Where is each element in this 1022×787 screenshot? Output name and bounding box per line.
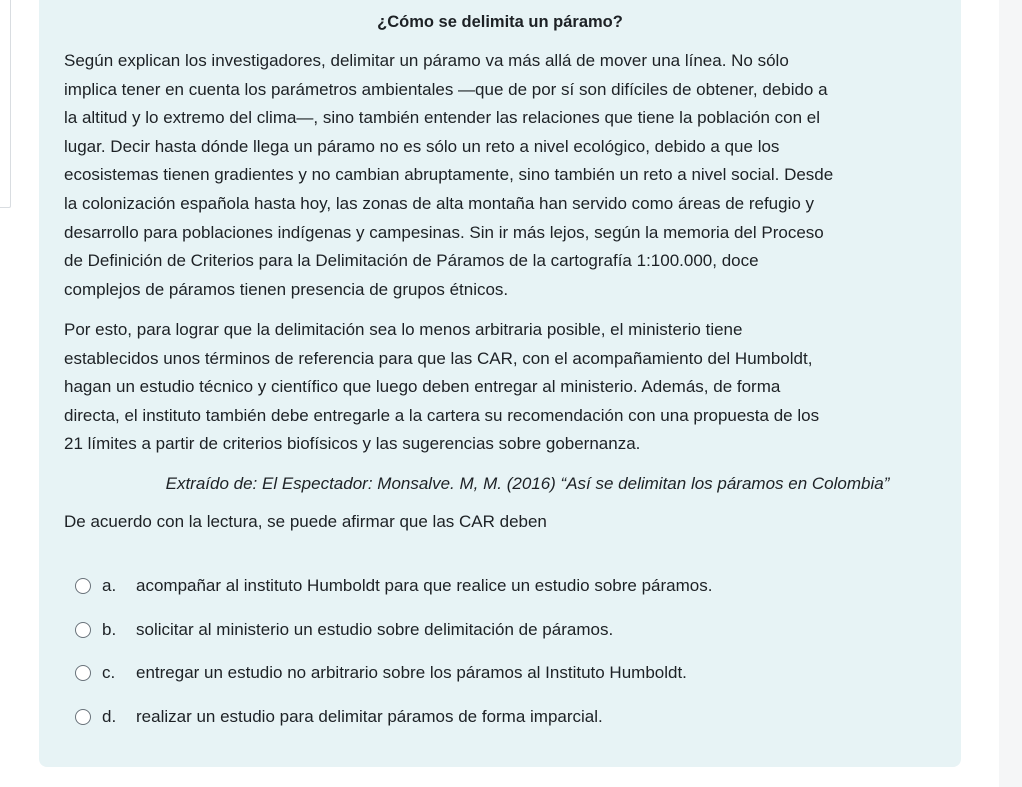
paragraph-line: la altitud y lo extremo del clima—, sino también entender las relaciones que tiene la población con el bbox=[64, 108, 820, 128]
option-letter: b. bbox=[102, 620, 117, 639]
paragraph-line: complejos de páramos tienen presencia de grupos étnicos. bbox=[64, 279, 509, 299]
paragraph-line: de Definición de Criterios para la Delimitación de Páramos de la cartografía 1:100.000, doce bbox=[64, 251, 759, 271]
radio-button-c[interactable] bbox=[75, 665, 91, 681]
option-text[interactable]: entregar un estudio no arbitrario sobre los páramos al Instituto Humboldt. bbox=[136, 663, 687, 682]
option-letter: c. bbox=[102, 663, 116, 682]
radio-button-a[interactable] bbox=[75, 578, 91, 594]
reading-paragraph-2 bbox=[64, 316, 944, 459]
paragraph-line: ecosistemas tienen gradientes y no cambian abruptamente, sino también un reto a nivel social. Desde bbox=[64, 165, 834, 185]
paragraph-line: Por esto, para lograr que la delimitación sea lo menos arbitraria posible, el ministerio tiene bbox=[64, 320, 743, 339]
answer-option-a[interactable] bbox=[75, 573, 712, 599]
option-letter: d. bbox=[102, 707, 117, 726]
paragraph-line: lugar. Decir hasta dónde llega un páramo no es sólo un reto a nivel ecológico, debido a que los bbox=[64, 136, 780, 156]
paragraph-line: Según explican los investigadores, delimitar un páramo va más allá de mover una línea. No sólo bbox=[64, 51, 789, 70]
paragraph-line: hagan un estudio técnico y científico que luego deben entregar al ministerio. Además, de forma bbox=[64, 377, 781, 397]
paragraph-line: desarrollo para poblaciones indígenas y campesinas. Sin ir más lejos, según la memoria del Proceso bbox=[64, 222, 824, 242]
paragraph-line: implica tener en cuenta los parámetros ambientales —que de por sí son difíciles de obtener, debido a bbox=[64, 79, 828, 99]
answer-option-d[interactable] bbox=[75, 704, 603, 730]
paragraph-line: establecidos unos términos de referencia para que las CAR, con el acompañamiento del Humboldt, bbox=[64, 348, 813, 368]
left-drawer-edge bbox=[0, 0, 11, 208]
answer-option-c[interactable] bbox=[75, 660, 687, 686]
option-text[interactable]: solicitar al ministerio un estudio sobre delimitación de páramos. bbox=[136, 620, 614, 639]
scrollbar-track[interactable] bbox=[999, 0, 1022, 787]
reading-title: ¿Cómo se delimita un páramo? bbox=[377, 13, 623, 31]
answer-option-b[interactable] bbox=[75, 617, 613, 643]
option-text[interactable]: realizar un estudio para delimitar páramos de forma imparcial. bbox=[136, 707, 603, 726]
paragraph-line: 21 límites a partir de criterios biofísicos y las sugerencias sobre gobernanza. bbox=[64, 434, 641, 454]
question-card bbox=[39, 0, 961, 767]
paragraph-line: directa, el instituto también debe entregarle a la cartera su recomendación con una propuesta de los bbox=[64, 405, 820, 425]
option-letter: a. bbox=[102, 576, 117, 595]
source-citation: Extraído de: El Espectador: Monsalve. M, M. (2016) “Así se delimitan los páramos en Colombia” bbox=[165, 474, 890, 493]
option-text[interactable]: acompañar al instituto Humboldt para que realice un estudio sobre páramos. bbox=[136, 576, 713, 595]
question-prompt: De acuerdo con la lectura, se puede afirmar que las CAR deben bbox=[64, 512, 547, 531]
paragraph-line: la colonización española hasta hoy, las zonas de alta montaña han servido como áreas de refugio y bbox=[64, 193, 815, 213]
radio-button-d[interactable] bbox=[75, 709, 91, 725]
reading-paragraph-1 bbox=[64, 47, 944, 304]
radio-button-b[interactable] bbox=[75, 622, 91, 638]
